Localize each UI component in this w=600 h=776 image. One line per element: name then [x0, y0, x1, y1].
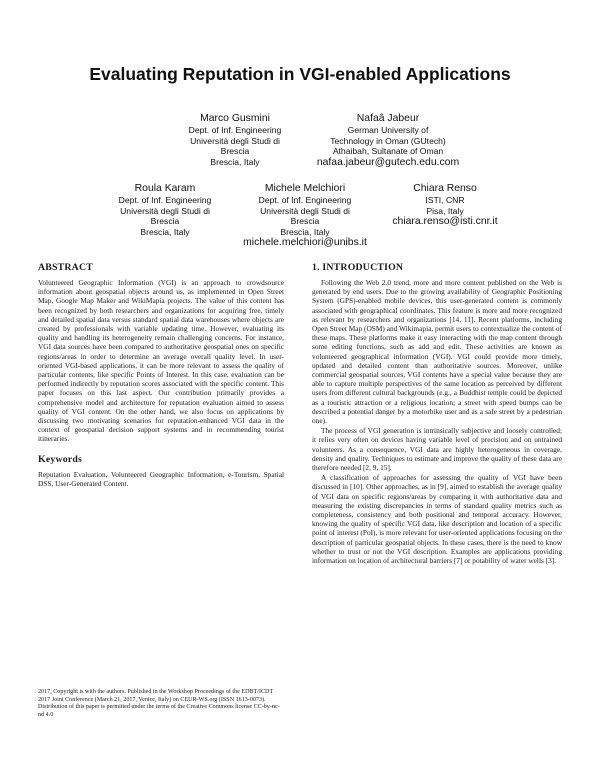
author-name: Marco Gusmini	[200, 113, 270, 124]
paper-title: Evaluating Reputation in VGI-enabled Applications	[89, 64, 511, 84]
copyright-footnote: 2017, Copyright is with the authors. Published in the Workshop Proceedings of the EDBT/ICDT 2017 Joint Conference (March 21, 2017, Venice, Italy) on CEUR-WS.org (ISSN 1613-0073). Distribution of this paper is permitted under the terms of the Creative Commons license CC-by-nc-nd 4.0	[38, 689, 280, 718]
author-name: Chiara Renso	[413, 183, 477, 194]
author-affiliation-line: Athaibah, Sultanate of Oman	[332, 146, 444, 157]
author-affiliation-line: Università degli Studi di	[190, 135, 280, 146]
author-affiliation-line: Dept. of Inf. Engineering	[258, 195, 352, 205]
author-affiliation-line: Università degli Studi di	[120, 205, 210, 216]
author-affiliation-line: Dept. of Inf. Engineering	[188, 125, 282, 135]
author-affiliation-line: Brescia, Italy	[140, 226, 190, 237]
author-affiliation-line: Brescia	[290, 216, 320, 227]
left-column	[38, 262, 284, 488]
author-affiliation-line: Pisa, Italy	[426, 205, 464, 216]
author-affiliation-line: Università degli Studi di	[260, 205, 350, 216]
intro-paragraph: The process of VGI generation is intrinsically subjective and loosely controlled; it relies very often on devices having variable level of precision and on untrained volunteers. As a consequence, VGI data are highly heterogeneous in coverage, density and quality. Techniques to estimate and improve the quality of these data are therefore needed [2, 9, 15].	[312, 426, 562, 473]
author-affiliation-line: Brescia	[220, 146, 250, 157]
intro-paragraph: Following the Web 2.0 trend, more and more content published on the Web is generated by end users. Due to the growing availability of Geographic Positioning System (GPS)-enabled mobile devices, this user-generated content is commonly associated with geographical coordinates. This feature is more and more recognized as relevant by researchers and organizations [14, 11]. Recent platforms, including Open Street Map (OSM) and Wikimapia, permit users to contextualize the content of these maps. These platforms make it easy interacting with the map content through some editing functions, such as add and edit. These activities are known as volunteered geographical information (VGI). VGI could provide more timely, updated and detailed content than authoritative sources. Moreover, unlike commercial geospatial sources, VGI contents have a special value because they are able to capture multiple perspectives of the same location as perceived by different users from different cultural backgrounds (e.g., a Buddhist temple could be depicted as a touristic attraction or a religious location; a street with speed bumps can be described a potential danger by a motorbike user and as a safe street by a pedestrian one).	[312, 278, 562, 426]
author-block-jabeur	[290, 112, 486, 169]
author-affiliation-line: Brescia	[150, 216, 180, 227]
author-affiliation-line: Technology in Oman (GUtech)	[330, 135, 446, 146]
author-affiliation-line: Brescia, Italy	[210, 156, 260, 167]
author-name: Roula Karam	[134, 183, 196, 194]
keywords-heading: Keywords	[38, 453, 83, 465]
abstract-heading: ABSTRACT	[38, 262, 93, 273]
author-email[interactable]: michele.melchiori@unibs.it	[243, 237, 367, 249]
author-email[interactable]: nafaa.jabeur@gutech.edu.com	[316, 156, 460, 168]
author-affiliation-line: Brescia, Italy	[280, 226, 330, 237]
keywords-text: Reputation Evaluation, Volunteered Geographic Information, e-Tourism, Spatial DSS, User-Generated Content.	[38, 469, 284, 488]
author-affiliation-line: Dept. of Inf. Engineering	[118, 195, 212, 205]
author-name: Nafaâ Jabeur	[356, 113, 420, 124]
right-column	[312, 262, 562, 565]
intro-paragraph: A classification of approaches for assessing the quality of VGI have been discussed in [10]. Other approaches, as in [9], aimed to establish the average quality of VGI data on specific regions/areas by comparing it with authoritative data and measuring the existing discrepancies in terms of standard quality metrics such as completeness, consistency and both positional and temporal accuracy. However, knowing the quality of specific VGI data, like description and location of a specific point of interest (PoI), is more relevant for user-oriented applications focusing on the description of particular geospatial objects. In these cases, there is the need to know whether to trust or not the VGI description. Examples are applications providing information on location of architectural barriers [7] or potability of water wells [3].	[312, 473, 562, 566]
author-name: Michele Melchiori	[264, 183, 346, 194]
abstract-text: Volunteered Geographic Information (VGI) is an approach to crowdsource information about geospatial objects around us, as implemented in Open Street Map, Google Map Maker and WikiMapia projects. The value of this content has been recognized by both researchers and organizations for acquiring free, timely and detailed spatial data versus standard spatial data warehouses where objects are created by professionals with variable updating time. However, evaluating its quality and handling its heterogeneity remain challenging concerns. For instance, VGI data sources have been compared to authoritative geospatial ones on specific regions/areas in order to determine an average overall quality level. In user-oriented VGI-based applications, it can be more relevant to assess the quality of particular contents, like specific Points of Interest. In this case, evaluation can be performed indirectly by reputation scores associated with the specific content. This paper focuses on this last aspect. Our contribution primarily provides a comprehensive model and architecture for reputation evaluation aimed to assess quality of VGI content. On the other hand, we also focus on applications by discussing two motivating scenarios for reputation-enhanced VGI data in the context of geospatial decision support systems and in recommending tourist itineraries.	[38, 278, 284, 444]
author-block-renso	[360, 182, 530, 228]
author-email[interactable]: chiara.renso@isti.cnr.it	[392, 216, 498, 228]
author-affiliation-line: ISTI, CNR	[425, 195, 465, 205]
introduction-heading: 1. INTRODUCTION	[312, 262, 404, 273]
author-affiliation-line: German University of	[347, 125, 429, 135]
